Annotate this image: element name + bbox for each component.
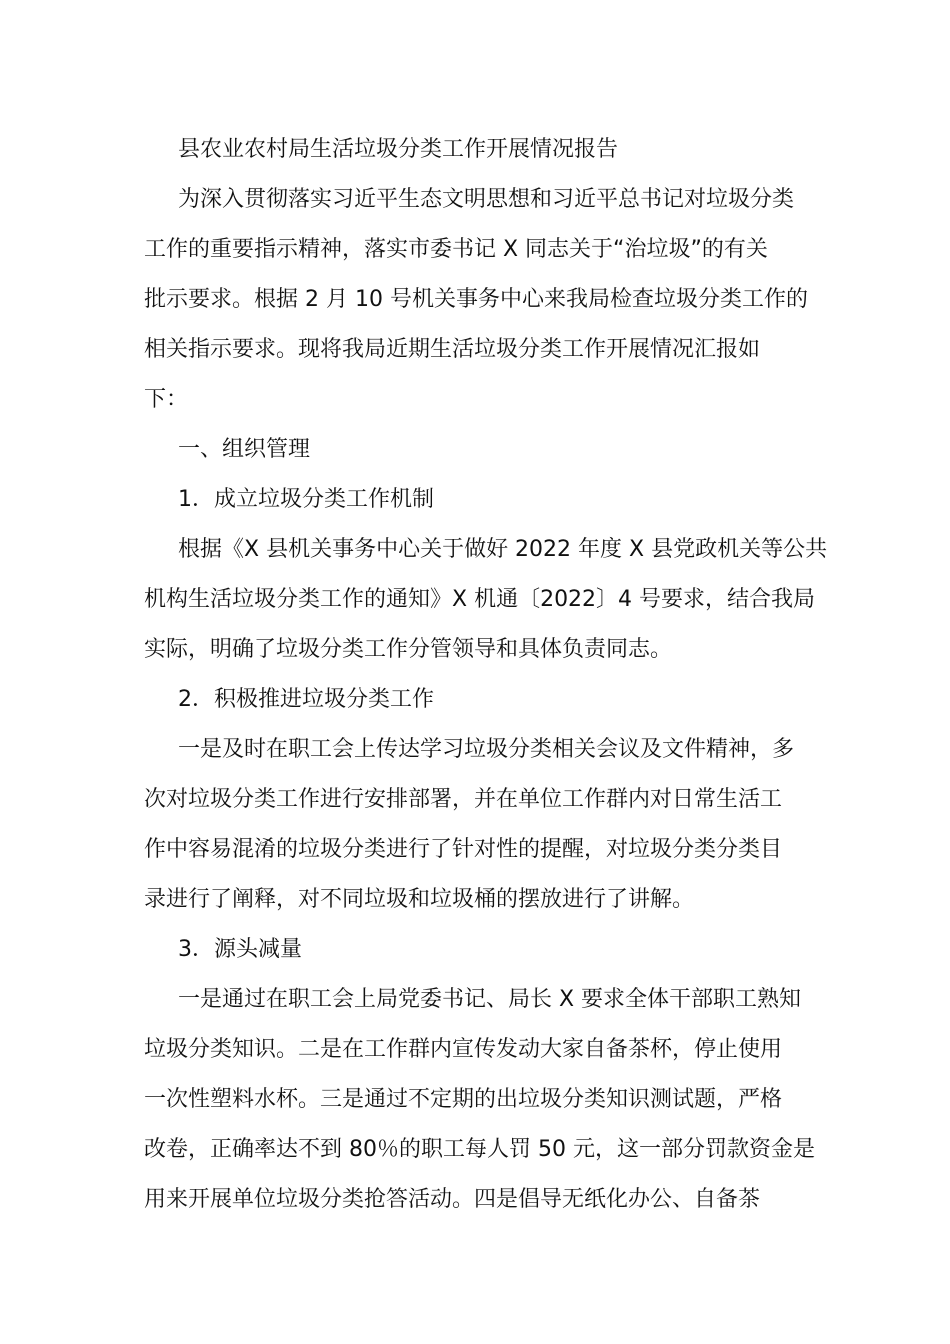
paragraph-line: 下： [144, 387, 189, 412]
section-heading: 一、组织管理 [178, 437, 311, 462]
paragraph-line: 相关指示要求。现将我局近期生活垃圾分类工作开展情况汇报如 [144, 337, 761, 362]
paragraph-line: 用来开展单位垃圾分类抢答活动。四是倡导无纸化办公、自备茶 [144, 1187, 761, 1212]
paragraph-line: 一是通过在职工会上局党委书记、局长 X 要求全体干部职工熟知 [178, 987, 802, 1012]
paragraph-line: 垃圾分类知识。二是在工作群内宣传发动大家自备茶杯，停止使用 [144, 1037, 783, 1062]
paragraph-line: 机构生活垃圾分类工作的通知》X 机通〔2022〕4 号要求，结合我局 [144, 587, 816, 612]
paragraph-line: 改卷，正确率达不到 80％的职工每人罚 50 元，这一部分罚款资金是 [144, 1137, 815, 1162]
subsection-heading: 1．成立垃圾分类工作机制 [178, 487, 434, 512]
paragraph-line: 一次性塑料水杯。三是通过不定期的出垃圾分类知识测试题，严格 [144, 1087, 783, 1112]
paragraph-line: 批示要求。根据 2 月 10 号机关事务中心来我局检查垃圾分类工作的 [144, 287, 808, 312]
paragraph-line: 一是及时在职工会上传达学习垃圾分类相关会议及文件精神，多 [178, 737, 795, 762]
paragraph-line: 根据《X 县机关事务中心关于做好 2022 年度 X 县党政机关等公共 [178, 537, 828, 562]
paragraph-line: 工作的重要指示精神，落实市委书记 X 同志关于“治垃圾”的有关 [144, 237, 768, 262]
paragraph-line: 作中容易混淆的垃圾分类进行了针对性的提醒，对垃圾分类分类目 [144, 837, 783, 862]
paragraph-line: 录进行了阐释，对不同垃圾和垃圾桶的摆放进行了讲解。 [144, 887, 695, 912]
subsection-heading: 3．源头减量 [178, 937, 302, 962]
paragraph-line: 实际，明确了垃圾分类工作分管领导和具体负责同志。 [144, 637, 673, 662]
document-title: 县农业农村局生活垃圾分类工作开展情况报告 [178, 137, 619, 162]
paragraph-line: 为深入贯彻落实习近平生态文明思想和习近平总书记对垃圾分类 [178, 187, 795, 212]
subsection-heading: 2．积极推进垃圾分类工作 [178, 687, 434, 712]
paragraph-line: 次对垃圾分类工作进行安排部署，并在单位工作群内对日常生活工 [144, 787, 783, 812]
